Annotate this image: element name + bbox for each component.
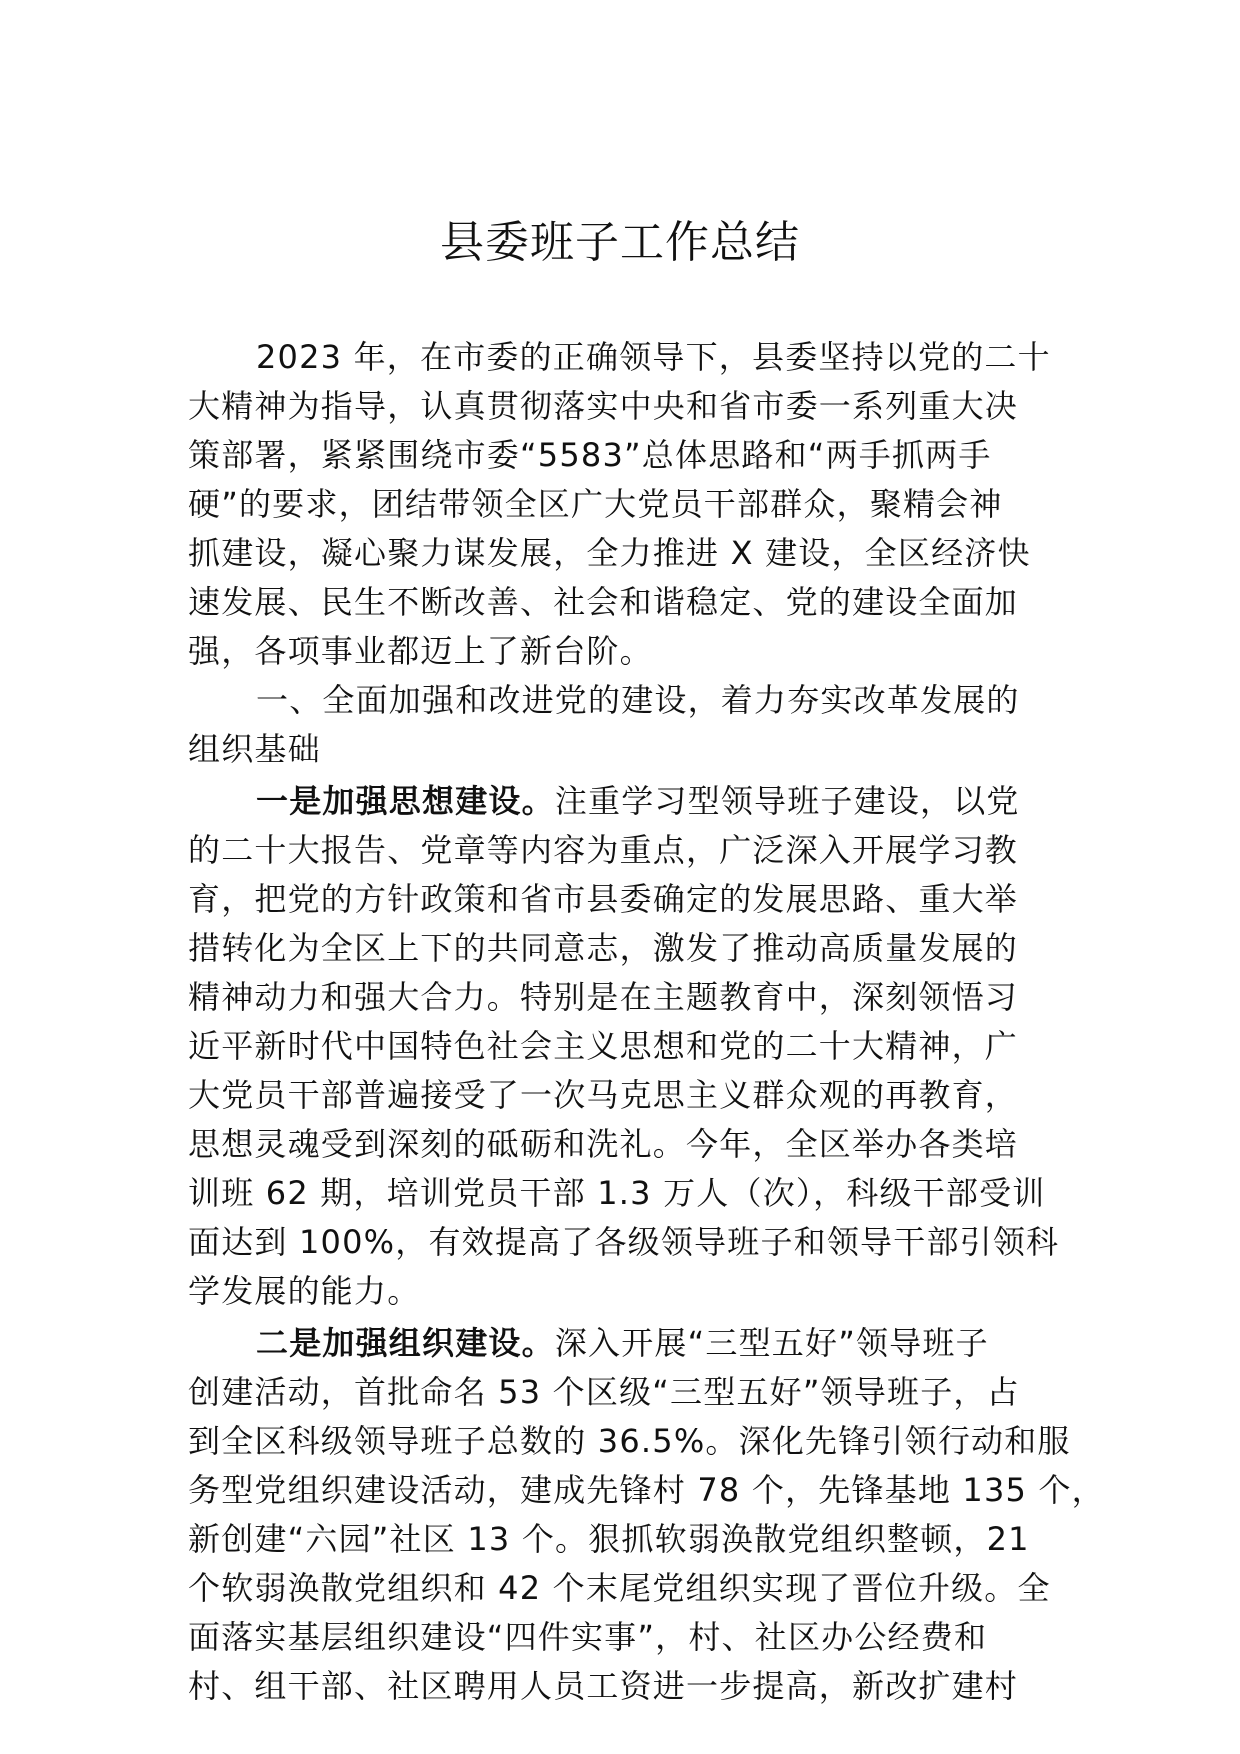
- paragraph-line-text: 深入开展“三型五好”领导班子: [554, 1324, 989, 1362]
- document-body: [188, 333, 1105, 1711]
- section-heading-line: 一、全面加强和改进党的建设，着力夯实改革发展的: [256, 681, 1020, 719]
- paragraph-line: 村、组干部、社区聘用人员工资进一步提高，新改扩建村: [188, 1667, 1019, 1705]
- document-title: 县委班子工作总结: [440, 217, 800, 268]
- paragraph-line: 抓建设，凝心聚力谋发展，全力推进 X 建设，全区经济快: [188, 534, 1031, 572]
- paragraph-line: 训班 62 期，培训党员干部 1.3 万人（次），科级干部受训: [188, 1174, 1046, 1212]
- paragraph-ideological-building: [188, 777, 1088, 1316]
- paragraph-line: 的二十大报告、党章等内容为重点，广泛深入开展学习教: [188, 831, 1019, 869]
- paragraph-lead: 一是加强思想建设。: [256, 782, 555, 820]
- paragraph-line: 新创建“六园”社区 13 个。狠抓软弱涣散党组织整顿，21: [188, 1520, 1030, 1558]
- paragraph-line: 育，把党的方针政策和省市县委确定的发展思路、重大举: [188, 880, 1019, 918]
- paragraph-line: 2023 年，在市委的正确领导下，县委坚持以党的二十: [256, 338, 1051, 376]
- paragraph-line: 近平新时代中国特色社会主义思想和党的二十大精神，广: [188, 1027, 1019, 1065]
- paragraph-line: 硬”的要求，团结带领全区广大党员干部群众，聚精会神: [188, 485, 1003, 523]
- paragraph-line: 措转化为全区上下的共同意志，激发了推动高质量发展的: [188, 929, 1019, 967]
- paragraph-line: 速发展、民生不断改善、社会和谐稳定、党的建设全面加: [188, 583, 1019, 621]
- paragraph-line: 强，各项事业都迈上了新台阶。: [188, 632, 653, 670]
- paragraph-organizational-building: [188, 1319, 1105, 1711]
- paragraph-line: [188, 777, 1088, 826]
- section-heading-line: 组织基础: [188, 730, 321, 768]
- paragraph-line: [188, 1319, 1088, 1368]
- paragraph-line: 个软弱涣散党组织和 42 个末尾党组织实现了晋位升级。全: [188, 1569, 1051, 1607]
- paragraph-line: 创建活动，首批命名 53 个区级“三型五好”领导班子，占: [188, 1373, 1020, 1411]
- paragraph-lead: 二是加强组织建设。: [256, 1324, 555, 1362]
- paragraph-line-text: 注重学习型领导班子建设，以党: [554, 782, 1020, 820]
- paragraph-line: 大党员干部普遍接受了一次马克思主义群众观的再教育，: [188, 1076, 1019, 1114]
- paragraph-line: 思想灵魂受到深刻的砥砺和洗礼。今年，全区举办各类培: [188, 1125, 1019, 1163]
- paragraph-line: 学发展的能力。: [188, 1272, 421, 1310]
- section-heading: [188, 676, 1088, 774]
- paragraph-line: 面落实基层组织建设“四件实事”，村、社区办公经费和: [188, 1618, 988, 1656]
- paragraph-intro: [188, 333, 1088, 676]
- paragraph-line: 大精神为指导，认真贯彻落实中央和省市委一系列重大决: [188, 387, 1019, 425]
- paragraph-line: 到全区科级领导班子总数的 36.5%。深化先锋引领行动和服: [188, 1422, 1071, 1460]
- paragraph-line: 精神动力和强大合力。特别是在主题教育中，深刻领悟习: [188, 978, 1019, 1016]
- paragraph-line: 策部署，紧紧围绕市委“5583”总体思路和“两手抓两手: [188, 436, 992, 474]
- paragraph-line: 务型党组织建设活动，建成先锋村 78 个，先锋基地 135 个，: [188, 1471, 1105, 1509]
- paragraph-line: 面达到 100%，有效提高了各级领导班子和领导干部引领科: [188, 1223, 1060, 1261]
